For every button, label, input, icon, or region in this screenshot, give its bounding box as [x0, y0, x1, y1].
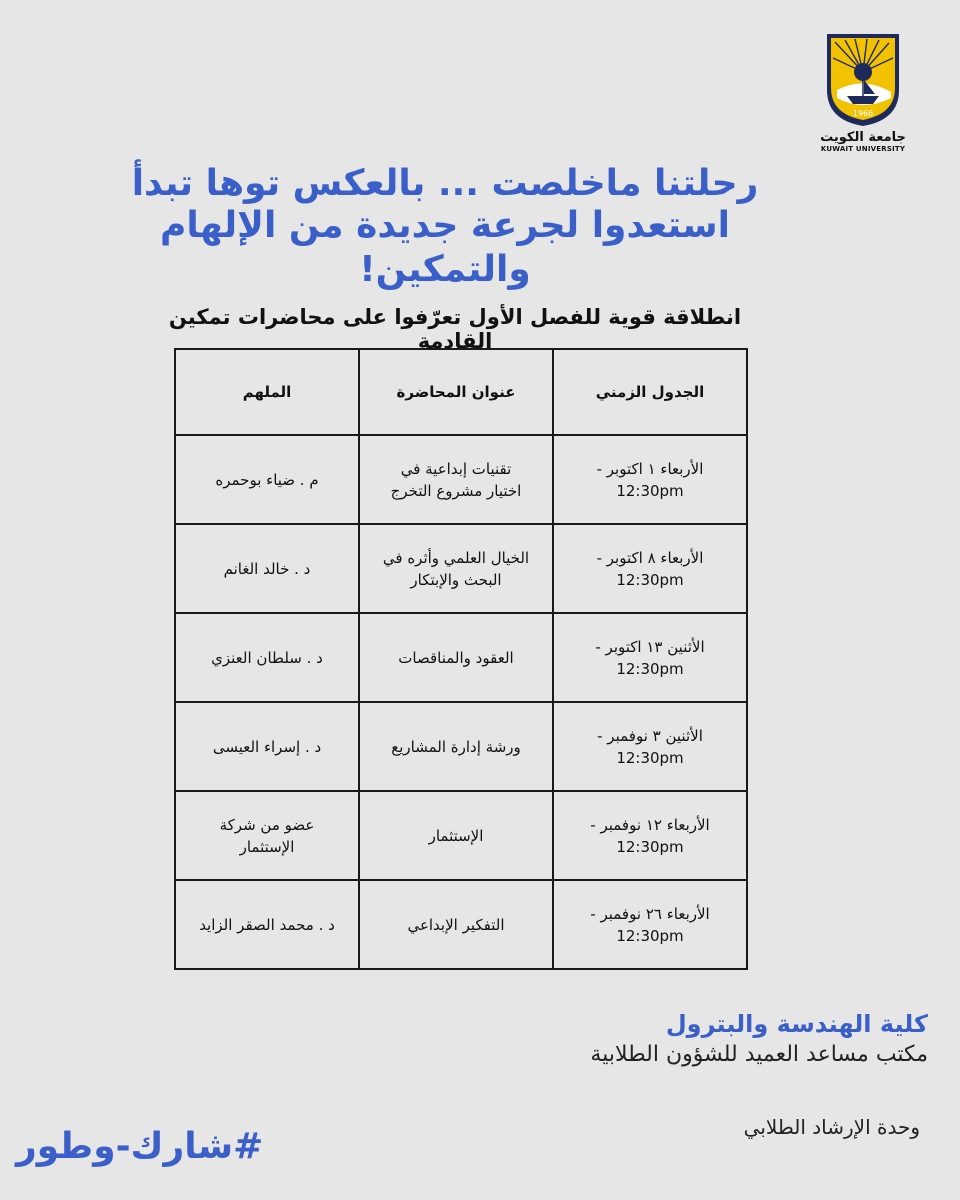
section-subtitle: انطلاقة قوية للفصل الأول تعرّفوا على محاضرات تمكين القادمة [168, 305, 742, 353]
cell-schedule: الأربعاء ٨ اكتوبر - 12:30pm [553, 524, 747, 613]
unit-name: وحدة الإرشاد الطلابي [743, 1115, 920, 1139]
headline-line-1: رحلتنا ماخلصت ... بالعكس توها تبدأ [131, 163, 759, 204]
header-schedule: الجدول الزمني [553, 349, 747, 435]
cell-schedule: الأثنين ١٣ اكتوبر - 12:30pm [553, 613, 747, 702]
table-row [175, 880, 747, 969]
university-crest-icon [823, 28, 903, 128]
college-name: كلية الهندسة والبترول [665, 1010, 928, 1038]
cell-title: الخيال العلمي وأثره في البحث والإبتكار [359, 524, 553, 613]
cell-title: العقود والمناقصات [359, 613, 553, 702]
cell-speaker: د . سلطان العنزي [175, 613, 359, 702]
cell-schedule: الأربعاء ٢٦ نوفمبر - 12:30pm [553, 880, 747, 969]
university-name-ar: جامعة الكويت [820, 130, 906, 145]
table-row [175, 613, 747, 702]
cell-title: الإستثمار [359, 791, 553, 880]
cell-schedule: الأربعاء ١٢ نوفمبر - 12:30pm [553, 791, 747, 880]
svg-text:1966: 1966 [852, 109, 874, 118]
table-header-row [175, 349, 747, 435]
kuwait-university-logo [818, 28, 908, 153]
cell-schedule: الأثنين ٣ نوفمبر - 12:30pm [553, 702, 747, 791]
cell-speaker: م . ضياء بوحمره [175, 435, 359, 524]
header-speaker: الملهم [175, 349, 359, 435]
headline-line-2: استعدوا لجرعة جديدة من الإلهام والتمكين! [159, 205, 730, 290]
cell-title: تقنيات إبداعية في اختيار مشروع التخرج [359, 435, 553, 524]
cell-schedule: الأربعاء ١ اكتوبر - 12:30pm [553, 435, 747, 524]
cell-speaker: د . خالد الغانم [175, 524, 359, 613]
table-row [175, 791, 747, 880]
table-row [175, 435, 747, 524]
cell-speaker: د . إسراء العيسى [175, 702, 359, 791]
cell-speaker: عضو من شركة الإستثمار [175, 791, 359, 880]
hashtag: #شارك-وطور [16, 1126, 264, 1167]
cell-title: ورشة إدارة المشاريع [359, 702, 553, 791]
cell-speaker: د . محمد الصقر الزايد [175, 880, 359, 969]
table-row [175, 702, 747, 791]
office-name: مكتب مساعد العميد للشؤون الطلابية [590, 1042, 928, 1067]
cell-title: التفكير الإبداعي [359, 880, 553, 969]
table-row [175, 524, 747, 613]
lectures-schedule-table [174, 348, 748, 970]
university-name-en: KUWAIT UNIVERSITY [820, 145, 906, 153]
header-title: عنوان المحاضرة [359, 349, 553, 435]
